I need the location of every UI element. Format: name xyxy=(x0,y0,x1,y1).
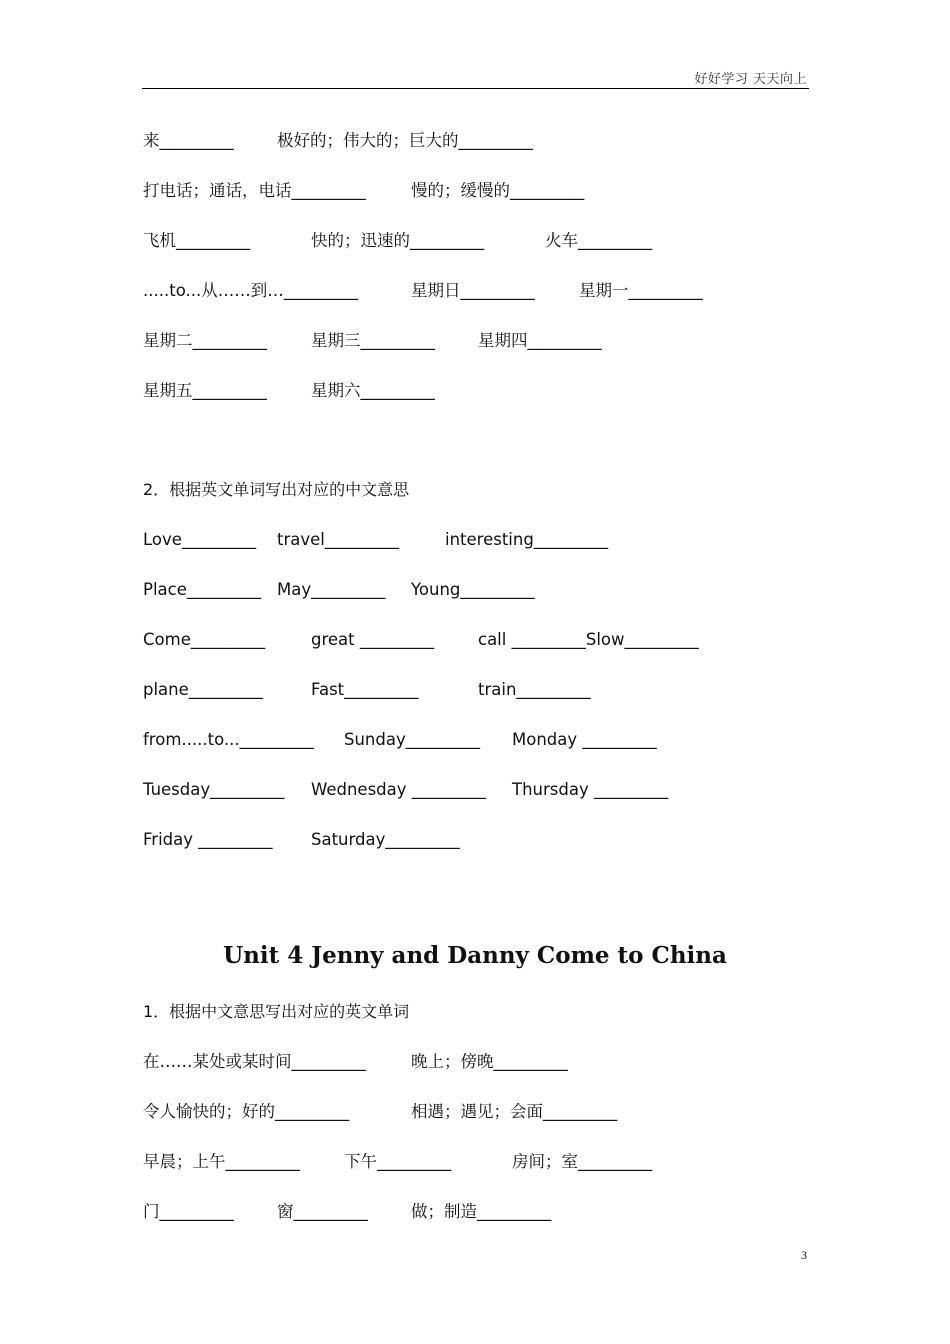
blank-item: 火车_________ xyxy=(545,231,653,250)
blank-item: May_________ xyxy=(277,580,386,599)
blank-item: 星期日_________ xyxy=(411,281,535,300)
blank-item: Wednesday _________ xyxy=(311,780,487,799)
blank-item: 慢的；缓慢的_________ xyxy=(411,181,585,200)
blank-item: Tuesday_________ xyxy=(143,780,285,799)
page-number: 3 xyxy=(801,1248,807,1262)
blank-item: 下午_________ xyxy=(344,1152,452,1171)
blank-item: .....to...从……到…_________ xyxy=(143,281,358,300)
blank-item: Fast_________ xyxy=(311,680,419,699)
blank-item: Saturday_________ xyxy=(311,830,460,849)
header-rule xyxy=(142,88,809,89)
blank-item: Love_________ xyxy=(143,530,257,549)
blank-item: 星期二_________ xyxy=(143,331,267,350)
blank-item: Sunday_________ xyxy=(344,730,480,749)
blank-item: 快的；迅速的_________ xyxy=(311,231,485,250)
section-heading: 1．根据中文意思写出对应的英文单词 xyxy=(143,1002,410,1021)
blank-item: from.....to..._________ xyxy=(143,730,314,749)
blank-item: Place_________ xyxy=(143,580,262,599)
blank-item: 星期一_________ xyxy=(579,281,703,300)
blank-item: 房间；室_________ xyxy=(512,1152,653,1171)
blank-item: Monday _________ xyxy=(512,730,657,749)
blank-item: Thursday _________ xyxy=(512,780,669,799)
blank-item: 星期四_________ xyxy=(478,331,602,350)
blank-item: 星期三_________ xyxy=(311,331,435,350)
blank-item: 门_________ xyxy=(143,1202,234,1221)
header-motto: 好好学习 天天向上 xyxy=(694,72,807,87)
blank-item: Friday _________ xyxy=(143,830,273,849)
blank-item: 来_________ xyxy=(143,131,234,150)
section-heading: 2．根据英文单词写出对应的中文意思 xyxy=(143,480,410,499)
blank-item: 窗_________ xyxy=(277,1202,368,1221)
blank-item: 星期五_________ xyxy=(143,381,267,400)
blank-item: 打电话；通话，电话_________ xyxy=(143,181,366,200)
blank-item: 极好的；伟大的；巨大的_________ xyxy=(277,131,533,150)
blank-item: travel_________ xyxy=(277,530,400,549)
blank-item: train_________ xyxy=(478,680,591,699)
blank-item: 做；制造_________ xyxy=(411,1202,552,1221)
blank-item: 相遇；遇见；会面_________ xyxy=(411,1102,618,1121)
unit-title: Unit 4 Jenny and Danny Come to China xyxy=(223,942,727,969)
blank-item: 在……某处或某时间_________ xyxy=(143,1052,366,1071)
blank-item: 令人愉快的；好的_________ xyxy=(143,1102,350,1121)
blank-item: 早晨；上午_________ xyxy=(143,1152,300,1171)
blank-item: Young_________ xyxy=(411,580,535,599)
blank-item: 飞机_________ xyxy=(143,231,251,250)
blank-item: 星期六_________ xyxy=(311,381,435,400)
blank-item: Come_________ xyxy=(143,630,266,649)
blank-item: plane_________ xyxy=(143,680,264,699)
blank-item: interesting_________ xyxy=(445,530,609,549)
blank-item: call _________Slow_________ xyxy=(478,630,699,649)
blank-item: 晚上；傍晚_________ xyxy=(411,1052,568,1071)
blank-item: great _________ xyxy=(311,630,435,649)
